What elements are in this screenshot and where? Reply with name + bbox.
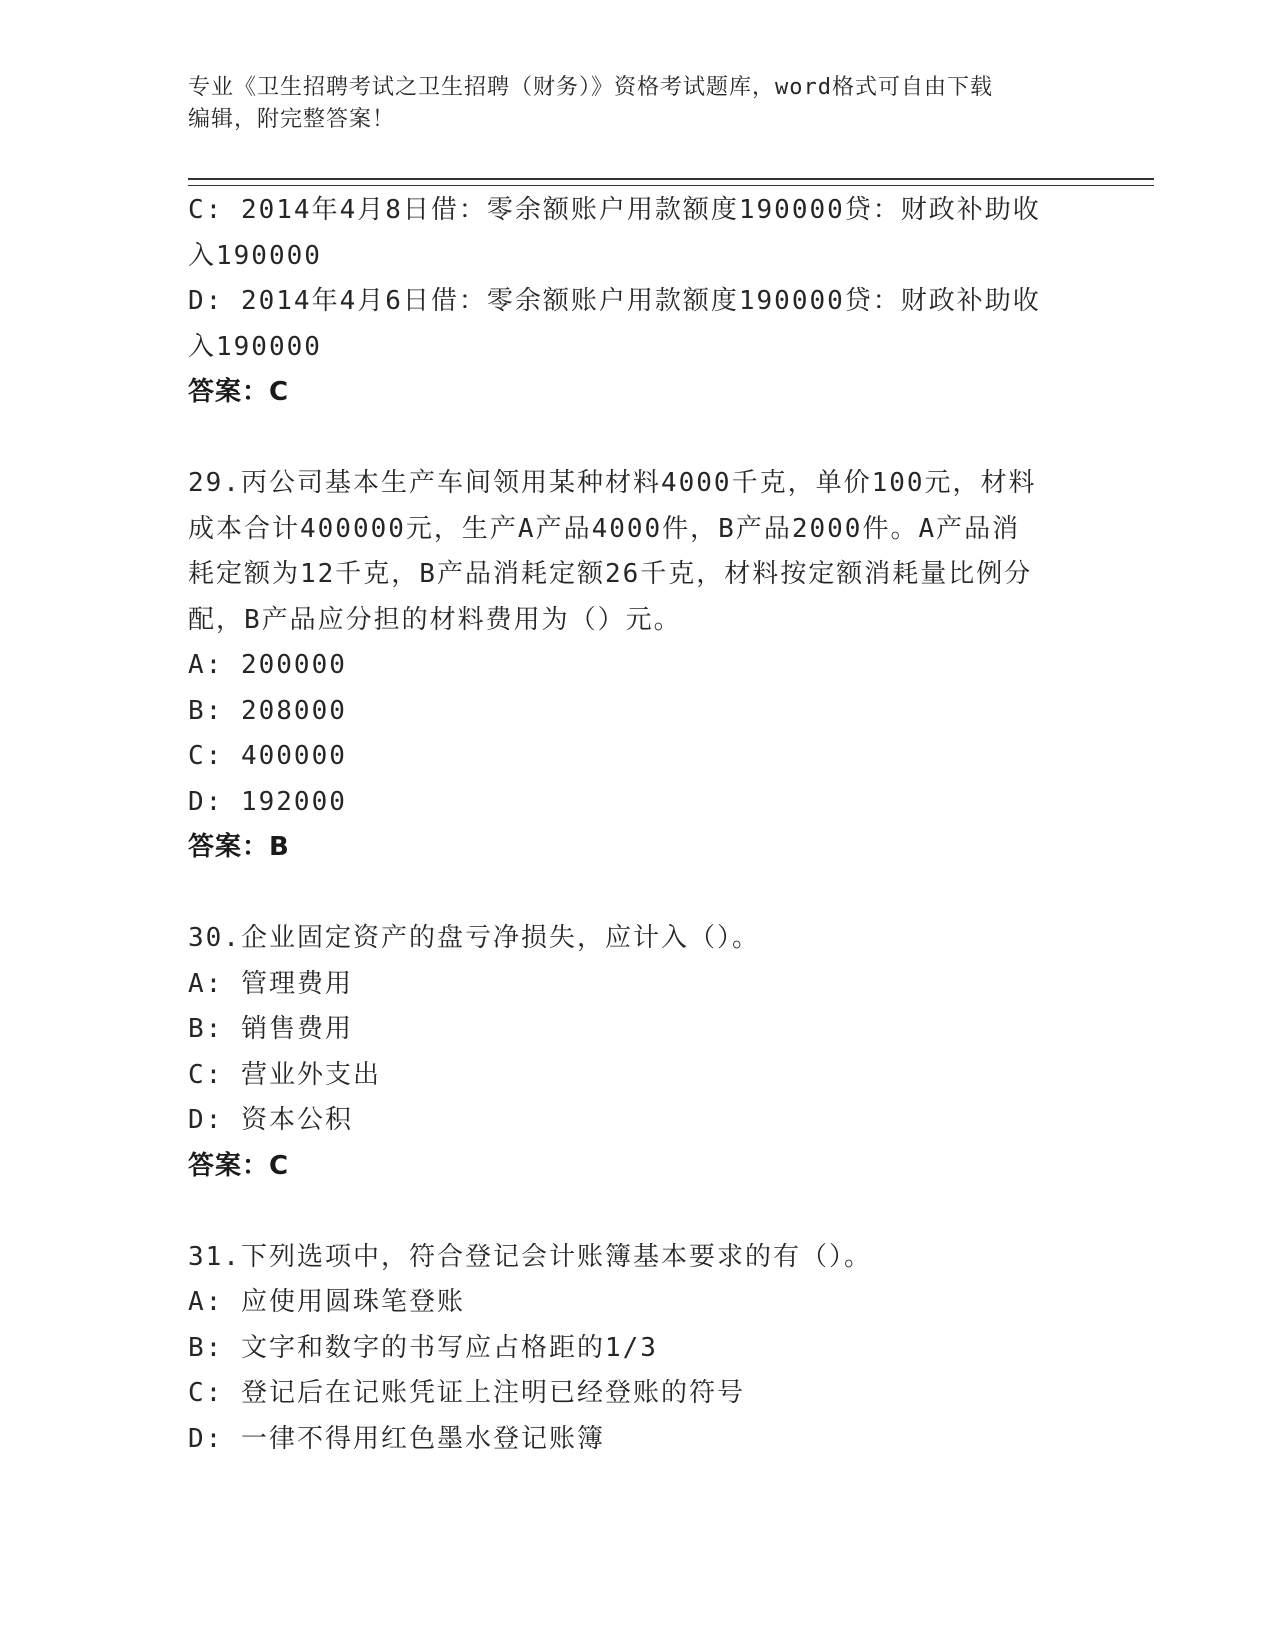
question-30-option-d: D: 资本公积	[188, 1105, 353, 1135]
spacer	[188, 1189, 1088, 1235]
question-31-option-c: C: 登记后在记账凭证上注明已经登账的符号	[188, 1378, 745, 1408]
question-29-stem-line-1: 29.丙公司基本生产车间领用某种材料4000千克，单价100元，材料	[188, 468, 1037, 498]
question-29-stem-line-3: 耗定额为12千克，B产品消耗定额26千克，材料按定额消耗量比例分	[188, 559, 1033, 589]
question-29-stem-line-4: 配，B产品应分担的材料费用为（）元。	[188, 604, 682, 635]
option-d-line-1: D: 2014年4月6日借：零余额账户用款额度190000贷：财政补助收	[188, 286, 1041, 316]
question-31-option-a: A: 应使用圆珠笔登账	[188, 1287, 465, 1317]
spacer	[188, 416, 1088, 462]
question-30-stem: 30.企业固定资产的盘亏净损失，应计入（）。	[188, 923, 760, 953]
question-31-option-b: B: 文字和数字的书写应占格距的1/3	[188, 1332, 658, 1363]
question-29-stem-line-2: 成本合计400000元，生产A产品4000件，B产品2000件。A产品消	[188, 513, 1021, 544]
spacer	[188, 871, 1088, 917]
header-divider	[188, 178, 1154, 186]
question-30-option-a: A: 管理费用	[188, 968, 353, 999]
option-c-line-1: C: 2014年4月8日借：零余额账户用款额度190000贷：财政补助收	[188, 195, 1041, 225]
header-line-1: 专业《卫生招聘考试之卫生招聘（财务）》资格考试题库，word格式可自由下载	[188, 75, 993, 100]
option-d-line-2: 入190000	[188, 331, 322, 362]
question-31	[188, 1235, 1088, 1463]
question-29-option-c: C: 400000	[188, 741, 347, 771]
header-line-2: 编辑，附完整答案！	[188, 107, 396, 132]
question-28-continuation	[188, 188, 1088, 416]
answer-28: 答案：C	[188, 377, 290, 407]
question-29	[188, 461, 1088, 871]
option-c-line-2: 入190000	[188, 240, 322, 271]
question-content	[188, 188, 1088, 1462]
question-31-option-d: D: 一律不得用红色墨水登记账簿	[188, 1423, 605, 1454]
question-29-option-b: B: 208000	[188, 695, 347, 726]
question-30	[188, 916, 1088, 1189]
question-31-stem: 31.下列选项中，符合登记会计账簿基本要求的有（）。	[188, 1241, 872, 1272]
page-header	[188, 72, 1088, 136]
question-29-option-a: A: 200000	[188, 650, 347, 680]
question-29-option-d: D: 192000	[188, 786, 347, 817]
question-30-option-b: B: 销售费用	[188, 1014, 353, 1044]
question-30-option-c: C: 营业外支出	[188, 1059, 381, 1090]
answer-30: 答案：C	[188, 1150, 290, 1181]
answer-29: 答案：B	[188, 832, 290, 862]
